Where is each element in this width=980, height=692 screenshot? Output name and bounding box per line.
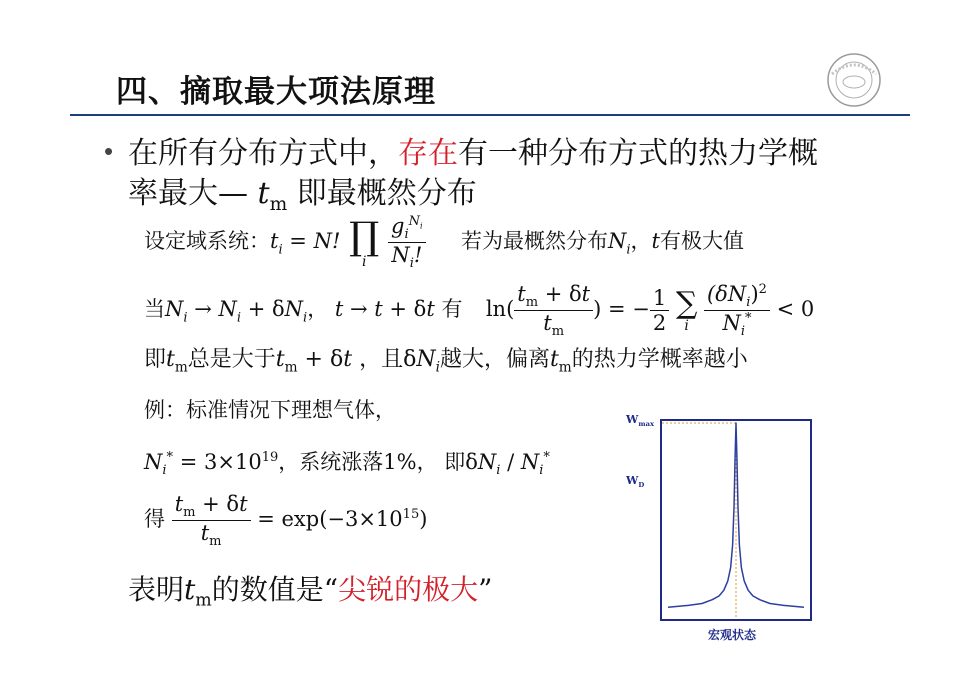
formula-eq: = N! xyxy=(282,229,341,254)
fluctuation-fraction: $\frac{(\delta N_i)^2}{N_i^*}$ xyxy=(704,282,770,339)
highlight-sharp-maximum: 尖锐的极大 xyxy=(338,573,479,606)
title-divider xyxy=(70,114,910,116)
university-emblem xyxy=(826,52,882,108)
ln-function: ln( xyxy=(485,297,515,322)
bullet-dot: • xyxy=(104,136,114,166)
half-fraction: $\frac{1}{2}$ xyxy=(650,286,669,335)
setup-label: 设定域系统： xyxy=(144,229,270,254)
example-line: 例：标准情况下理想气体， xyxy=(144,398,396,422)
distribution-chart xyxy=(660,419,812,621)
statement-text: 在所有分布方式中， xyxy=(128,136,398,171)
variation-line: 当$N_i \to N_i + \delta N_i$， t → t + δt 有 ln( $\frac{t_m + \delta t}{t_m}$ ) = − $\frac{1}{2}$ ∑ i $\frac{(\delta N_i)^2}{N_i^*}$ < 0 xyxy=(144,282,815,340)
conclusion-line: 表明$t_m$的数值是“尖锐的极大” xyxy=(128,573,493,611)
product-symbol: ∏ i xyxy=(349,213,380,270)
fluctuation-line: $N_i^* = 3\times 10^{19}$，系统涨落1%， 即$\delta N_i / N_i^*$ xyxy=(144,450,550,479)
statement-text: 即最概然分布 xyxy=(287,176,477,211)
result-line: 得 $\frac{t_m + \delta t}{t_m}$ = $\exp(-3\times 10^{15})$ xyxy=(144,492,428,550)
setup-line: 设定域系统：$t_i = N$! ∏ i $\frac{g_i^{N_i}}{N_i!}$ 若为最概然分布$N_i$，t有极大值 xyxy=(144,213,744,272)
tm-symbol: t xyxy=(257,176,270,211)
ratio-fraction: $\frac{t_m + \delta t}{t_m}$ xyxy=(514,282,593,339)
page-title: 四、摘取最大项法原理 xyxy=(116,74,436,110)
wd-label: $W_D$ xyxy=(626,474,645,490)
result-fraction: $\frac{t_m + \delta t}{t_m}$ xyxy=(172,492,251,549)
setup-right-text: 若为最概然分布 xyxy=(461,229,608,254)
distribution-chart-svg xyxy=(662,421,810,619)
conclusion-inequality-line: 即$t_m$总是大于$t_m + \delta t$ ，且$\delta N_i$越大，偏离$t_m$的热力学概率越小 xyxy=(144,347,748,376)
formula-t: t xyxy=(270,229,279,254)
tm-subscript: m xyxy=(269,194,288,215)
highlight-exists: 存在 xyxy=(398,136,458,171)
statement-line-1 xyxy=(128,134,818,174)
statement-text: 有一种分布方式的热力学概 xyxy=(458,136,818,171)
statement-text: 率最大— xyxy=(128,176,258,211)
sum-symbol: ∑ i xyxy=(675,285,698,334)
wmax-label: $W_{max}$ xyxy=(626,413,655,429)
chart-x-label: 宏观状态 xyxy=(708,628,757,642)
formula-fraction: $\frac{g_i^{N_i}}{N_i!}$ xyxy=(388,214,426,271)
